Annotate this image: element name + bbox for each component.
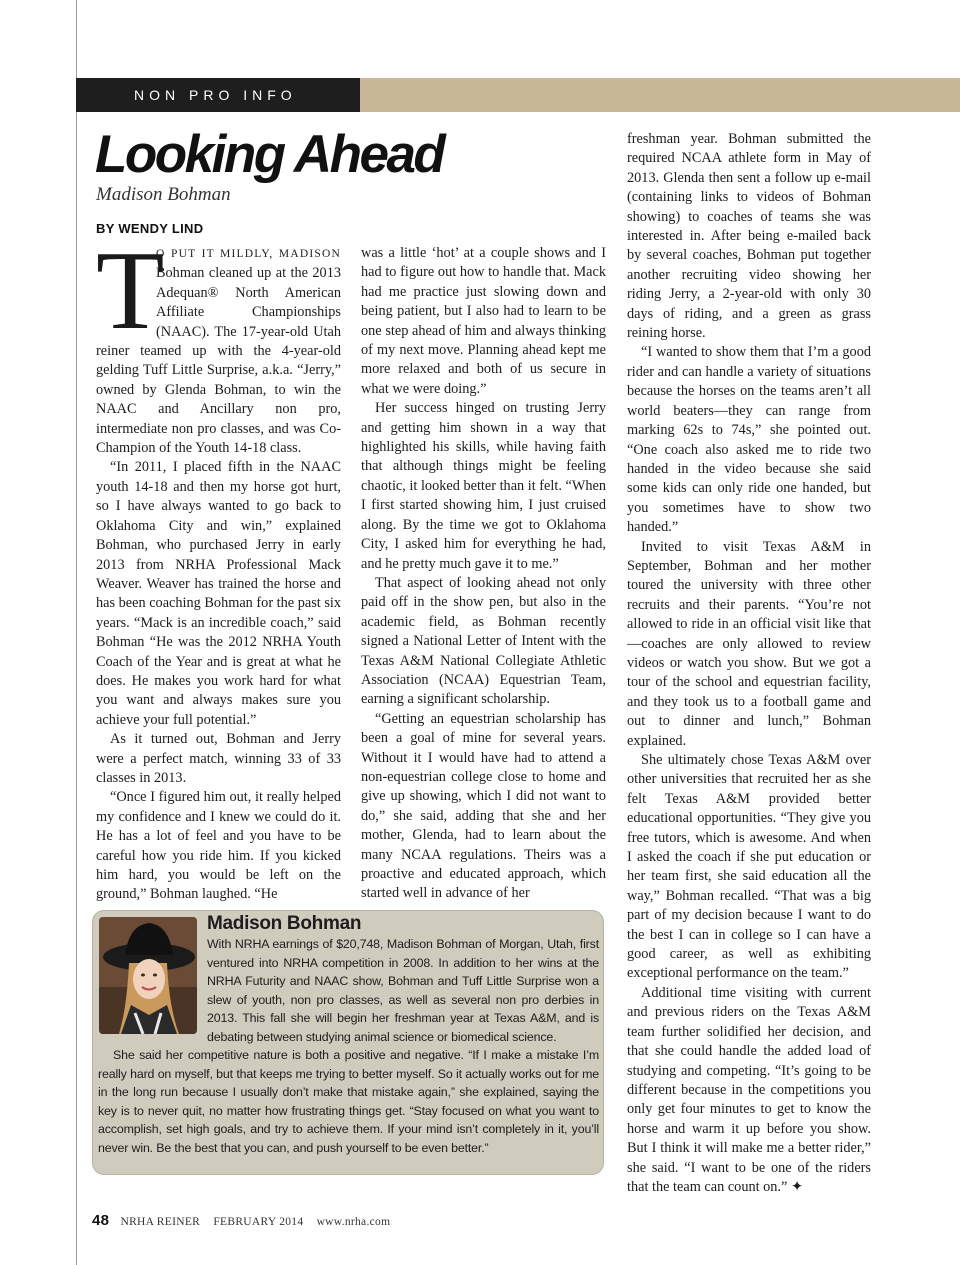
article-column-2 (361, 244, 606, 904)
paragraph: That aspect of looking ahead not only paid off in the show pen, but also in the academic field, as Bohman recently signed a National Letter of Intent with the Texas A&M National Collegiate Athletic Association (NCAA) Equestrian Team, earning a significant scholarship. (361, 574, 606, 708)
paragraph: “I wanted to show them that I’m a good rider and can handle a variety of situations because the horses on the teams aren’t all world beaters—they can range from marking 62s to 74s,” she pointed out. “One coach also asked me to ride two handed in the video because she said some kids can only ride one handed, but you sometimes have to show two handed.” (627, 344, 871, 536)
magazine-name: NRHA REINER (120, 1216, 201, 1228)
paragraph: “In 2011, I placed fifth in the NAAC youth 14-18 and then my horse got hurt, so I have always wanted to go back to Oklahoma City and win,” explained Bohman, who purchased Jerry in early 2013 from NRHA Professional Mack Weaver. Weaver has trained the horse and has been coaching Bohman for the past six years. “Mack is an incredible coach,” said Bohman “He was the 2012 NRHA Youth Coach of the Year and is great at what he does. He makes you work hard for what you want and always makes sure you achieve your full potential.” (96, 459, 341, 728)
page-number: 48 (92, 1212, 110, 1229)
paragraph: She ultimately chose Texas A&M over other universities that recruited her as she felt Texas A&M provided better educational opportunities. “They give you free tutors, which is awesome. And when I asked the coach if she put education or her team first, she said education all the way,” Bohman recalled. “That was a big part of my decision because I want to do the best I can in college so I can have a good career, as well as exhibiting exceptional performance on the team.” (627, 752, 871, 982)
paragraph: As it turned out, Bohman and Jerry were a perfect match, winning 33 of 33 classes in 2013. (96, 731, 341, 786)
sidebar-title: Madison Bohman (207, 913, 362, 934)
sidebar-paragraph: With NRHA earnings of $20,748, Madison Bohman of Morgan, Utah, first ventured into NRHA competition in 2008. In addition to her wins at the NRHA Futurity and NAAC show, Bohman and Tuff Little Surprise won a slew of youth, non pro classes, as well as several non pro derbies in 2013. This fall she will begin her freshman year at Texas A&M, and is debating between studying animal science or biomedical science. (207, 937, 599, 1044)
issue-date: FEBRUARY 2014 (213, 1216, 304, 1228)
paragraph: Additional time visiting with current and previous riders on the Texas A&M team further solidified her decision, and that she could handle the added load of studying and competing. “It’s going to be different because in the competitions you only get four minutes to get to know the horse and warm it up before you show. But I think it will make me a better rider,” she said. “I want to be one of the riders that the team can count on.” ✦ (627, 984, 871, 1195)
portrait-illustration (99, 917, 197, 1034)
footer-url[interactable]: www.nrha.com (316, 1216, 391, 1228)
paragraph: “Getting an equestrian scholarship has been a goal of mine for several years. Without it I would have had to attend a non-equestrian college close to home and give up showing, which I did not want to do,” she said, adding that she and her mother, Glenda, had to learn about the many NCAA regulations. Theirs was a proactive and educated approach, which started well in advance of her (361, 710, 606, 902)
article-title: Looking Ahead (95, 125, 444, 184)
drop-cap: T (96, 229, 165, 353)
portrait-photo (99, 917, 197, 1034)
section-label: NON PRO INFO (76, 78, 360, 112)
byline: BY WENDY LIND (96, 221, 204, 236)
paragraph: Her success hinged on trusting Jerry and getting him shown in a way that highlighted his skills, while having faith that although things might be feeling chaotic, it looked better than it felt. “When I first started showing him, I just cruised along. By the time we got to Oklahoma City, I asked him for everything he had, and he pretty much gave it to me.” (361, 400, 606, 572)
margin-rule (76, 0, 77, 1265)
paragraph: “Once I figured him out, it really helped my confidence and I knew we could do it. He has a lot of feel and you have to be careful how you ride him. If you kicked him hard, you would be left on the ground,” Bohman laughed. “He (96, 789, 341, 903)
paragraph: was a little ‘hot’ at a couple shows and I had to figure out how to handle that. Mack had me practice just slowing down and being patient, but I also had to learn to be one step ahead of him and always thinking of my next move. Planning ahead kept me more relaxed and both of us secure in what we were doing.” (361, 245, 606, 397)
article-column-3 (627, 130, 871, 1197)
article-column-1 (96, 229, 341, 905)
lead-in: O PUT IT MILDLY, MADISON (156, 248, 341, 260)
sidebar-paragraph: She said her competitive nature is both a positive and negative. “If I make a mistake I’m really hard on myself, but that keeps me trying to better myself. So it actually works out for me in the long run because I usually don’t make that mistake again,” she explained, saying the key is to never quit, no matter how frustrating things get. “Stay focused on what you want to accomplish, set high goals, and try to achieve them. If your mind isn’t completely in it, you’ll never win. Be the best that you can, and push yourself to be even better.” (98, 1048, 599, 1155)
lead-paragraph (96, 229, 341, 458)
paragraph-text: Bohman cleaned up at the 2013 Adequan® North American Affiliate Championships (NAAC). The 17-year-old Utah reiner teamed up with the 4-year-old gelding Tuff Little Surprise, a.k.a. “Jerry,” owned by Glenda Bohman, to win the NAAC and Ancillary non pro, intermediate non pro classes, and was Co-Champion of the Youth 14-18 class. (96, 265, 341, 457)
page-footer (92, 1212, 390, 1229)
paragraph: Invited to visit Texas A&M in September, Bohman and her mother toured the university with three other recruits and their parents. “You’re not allowed to ride in an official visit like that—coaches are only allowed to review videos or watch you show. But we got a tour of the school and equestrian facility, and they took us to a football game and out to dinner and lunch,” Bohman explained. (627, 538, 871, 749)
paragraph: freshman year. Bohman submitted the required NCAA athlete form in May of 2013. Glenda then sent a follow up e-mail (containing links to videos of Bohman showing) to coaches of teams she was interested in. After being e-mailed back by several coaches, Bohman put together another recruiting video showing her riding Jerry, a 2-year-old with only 30 days of riding, and a green as grass reining horse. (627, 131, 871, 342)
article-subtitle: Madison Bohman (96, 184, 231, 205)
